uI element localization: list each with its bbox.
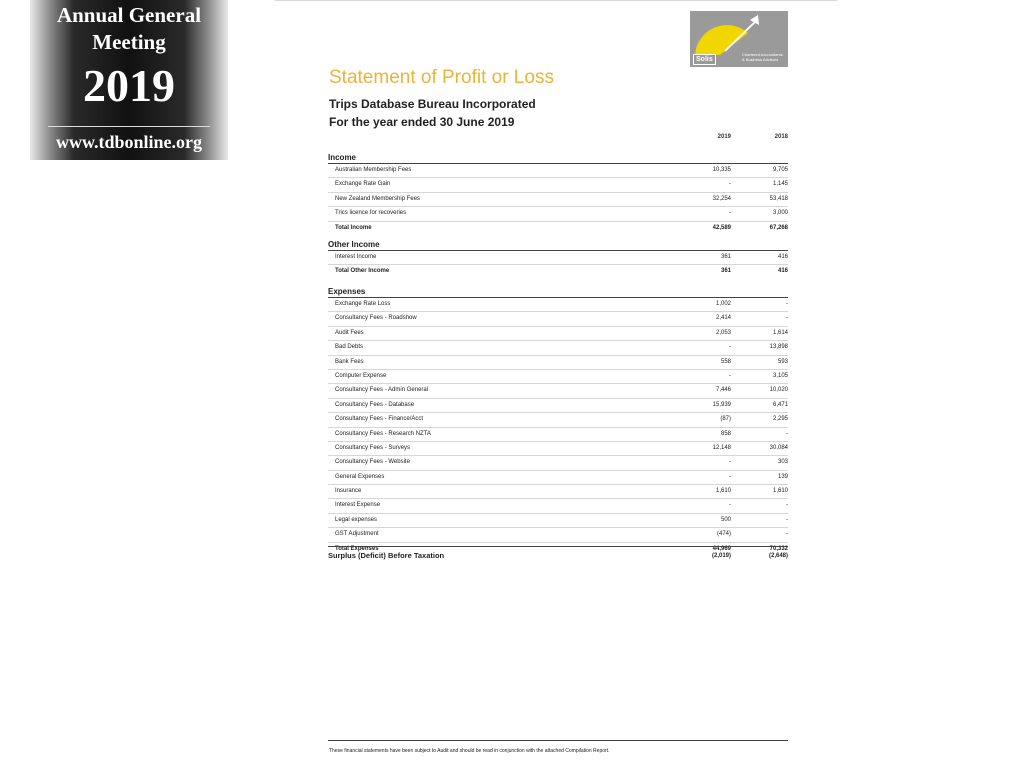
value-2018: - xyxy=(786,531,788,538)
table-row xyxy=(328,442,788,456)
table-row xyxy=(328,428,788,442)
audit-footnote: These financial statements have been subject to Audit and should be read in conjunction with the attached Compilation Report. xyxy=(329,748,610,754)
table-row xyxy=(328,178,788,192)
row-label: Exchange Rate Loss xyxy=(335,301,391,307)
page-top-rule xyxy=(275,0,837,1)
value-2018: - xyxy=(786,315,788,322)
section-title: Expenses xyxy=(328,286,788,298)
value-2019: 361 xyxy=(720,254,731,260)
table-row xyxy=(328,413,788,427)
logo-brand: Solis xyxy=(693,54,716,65)
row-label: Insurance xyxy=(335,488,362,495)
table-row xyxy=(328,312,788,326)
section-title: Income xyxy=(328,152,788,164)
value-2018: 1,610 xyxy=(772,488,788,495)
row-label: Trics licence for recoveries xyxy=(335,210,407,217)
row-label: General Expenses xyxy=(335,473,385,480)
row-label: Consultancy Fees - Database xyxy=(335,401,415,408)
row-label: Bank Fees xyxy=(335,358,364,365)
value-2019: - xyxy=(729,473,731,480)
value-2018: 10,020 xyxy=(769,387,788,394)
value-2018: 9,705 xyxy=(772,167,788,173)
table-row xyxy=(328,327,788,341)
other-income-section xyxy=(328,239,788,279)
row-label: Audit Fees xyxy=(335,329,364,336)
statement-title: Statement of Profit or Loss xyxy=(329,67,554,88)
row-label: Consultancy Fees - Surveys xyxy=(335,444,411,451)
value-2018: 139 xyxy=(777,473,788,480)
row-label: Legal expenses xyxy=(335,516,378,523)
table-row xyxy=(328,456,788,470)
value-2019: - xyxy=(729,372,731,379)
row-label: Consultancy Fees - Admin General xyxy=(335,387,429,394)
row-label: Total Expenses xyxy=(335,545,379,552)
row-label: Consultancy Fees - Website xyxy=(335,459,410,466)
value-2018: 30,084 xyxy=(769,444,788,451)
value-2019: 2,414 xyxy=(715,315,731,322)
table-row xyxy=(328,251,788,265)
value-2019: 12,148 xyxy=(712,444,731,451)
value-2019: - xyxy=(729,344,731,351)
value-2019: 558 xyxy=(720,358,731,365)
expenses-rows xyxy=(328,298,788,556)
value-2019: 1,610 xyxy=(715,488,731,495)
total-row xyxy=(328,265,788,278)
value-2019: 42,589 xyxy=(712,224,731,231)
value-2019: 858 xyxy=(720,430,731,437)
value-2019: 7,446 xyxy=(715,387,731,394)
total-row xyxy=(328,222,788,235)
column-header-2018: 2018 xyxy=(774,134,788,140)
row-label: Consultancy Fees - Finance/Acct xyxy=(335,416,424,423)
value-2019: 1,002 xyxy=(715,301,731,307)
column-header-2019: 2019 xyxy=(717,134,731,140)
value-2018: 416 xyxy=(777,254,788,260)
value-2018: 593 xyxy=(777,358,788,365)
value-2018: 6,471 xyxy=(772,401,788,408)
logo-tagline: Chartered Accountants & Business Advisors xyxy=(742,52,783,62)
income-section xyxy=(328,152,788,235)
badge-year: 2019 xyxy=(83,60,175,111)
value-2019: - xyxy=(729,181,731,188)
badge-divider xyxy=(48,126,210,127)
row-label: Exchange Rate Gain xyxy=(335,181,391,188)
badge-line1: Annual General xyxy=(56,3,202,27)
surplus-2018: (2,648) xyxy=(768,553,788,559)
value-2018: 53,418 xyxy=(769,195,788,202)
value-2019: (474) xyxy=(716,531,731,538)
badge-url[interactable]: www.tdbonline.org xyxy=(55,132,203,152)
table-row xyxy=(328,341,788,355)
agm-badge xyxy=(30,0,228,160)
row-label: Total Other Income xyxy=(335,268,390,275)
value-2019: 44,969 xyxy=(712,545,731,552)
table-row xyxy=(328,384,788,398)
value-2018: 1,145 xyxy=(772,181,788,188)
table-row xyxy=(328,514,788,528)
value-2019: - xyxy=(729,502,731,509)
value-2018: 3,000 xyxy=(772,210,788,217)
table-row xyxy=(328,298,788,312)
value-2018: 67,268 xyxy=(769,224,788,231)
table-row xyxy=(328,164,788,178)
row-label: Consultancy Fees - Research NZTA xyxy=(335,430,431,437)
section-title: Other Income xyxy=(328,239,788,251)
expenses-section xyxy=(328,286,788,556)
row-label: Total Income xyxy=(335,224,372,231)
value-2018: - xyxy=(786,502,788,509)
footer-rule xyxy=(328,740,788,741)
surplus-2019: (2,019) xyxy=(711,553,731,559)
value-2019: - xyxy=(729,210,731,217)
row-label: New Zealand Membership Fees xyxy=(335,195,421,202)
value-2018: 303 xyxy=(777,459,788,466)
row-label: Interest Income xyxy=(335,254,377,260)
value-2019: 500 xyxy=(720,516,731,523)
table-row xyxy=(328,193,788,207)
value-2018: 1,614 xyxy=(772,329,788,336)
value-2018: - xyxy=(786,301,788,307)
row-label: Bad Debts xyxy=(335,344,364,351)
solis-logo xyxy=(690,11,788,67)
reporting-period: For the year ended 30 June 2019 xyxy=(329,115,515,129)
value-2019: 32,254 xyxy=(712,195,731,202)
income-rows xyxy=(328,164,788,235)
value-2019: 361 xyxy=(720,268,731,275)
other-income-rows xyxy=(328,251,788,279)
value-2018: - xyxy=(786,516,788,523)
badge-line2: Meeting xyxy=(92,30,166,54)
value-2019: (87) xyxy=(720,416,731,423)
value-2019: - xyxy=(729,459,731,466)
value-2019: 2,053 xyxy=(715,329,731,336)
row-label: Australian Membership Fees xyxy=(335,167,412,173)
entity-name: Trips Database Bureau Incorporated xyxy=(329,97,536,111)
row-label: GST Adjustment xyxy=(335,531,379,538)
surplus-row xyxy=(328,546,788,565)
row-label: Interest Expense xyxy=(335,502,381,509)
table-row xyxy=(328,485,788,499)
value-2019: 15,939 xyxy=(712,401,731,408)
row-label: Computer Expense xyxy=(335,372,387,379)
table-row xyxy=(328,528,788,542)
value-2018: 416 xyxy=(777,268,788,275)
table-row xyxy=(328,499,788,513)
table-row xyxy=(328,370,788,384)
badge-title xyxy=(30,2,228,56)
table-row xyxy=(328,207,788,221)
value-2018: 13,898 xyxy=(769,344,788,351)
table-row xyxy=(328,356,788,370)
value-2018: - xyxy=(786,430,788,437)
value-2019: 10,335 xyxy=(712,167,731,173)
table-row xyxy=(328,399,788,413)
value-2018: 2,295 xyxy=(772,416,788,423)
table-row xyxy=(328,471,788,485)
surplus-label: Surplus (Deficit) Before Taxation xyxy=(328,551,445,560)
value-2018: 3,105 xyxy=(772,372,788,379)
row-label: Consultancy Fees - Roadshow xyxy=(335,315,417,322)
value-2018: 70,332 xyxy=(769,545,788,552)
